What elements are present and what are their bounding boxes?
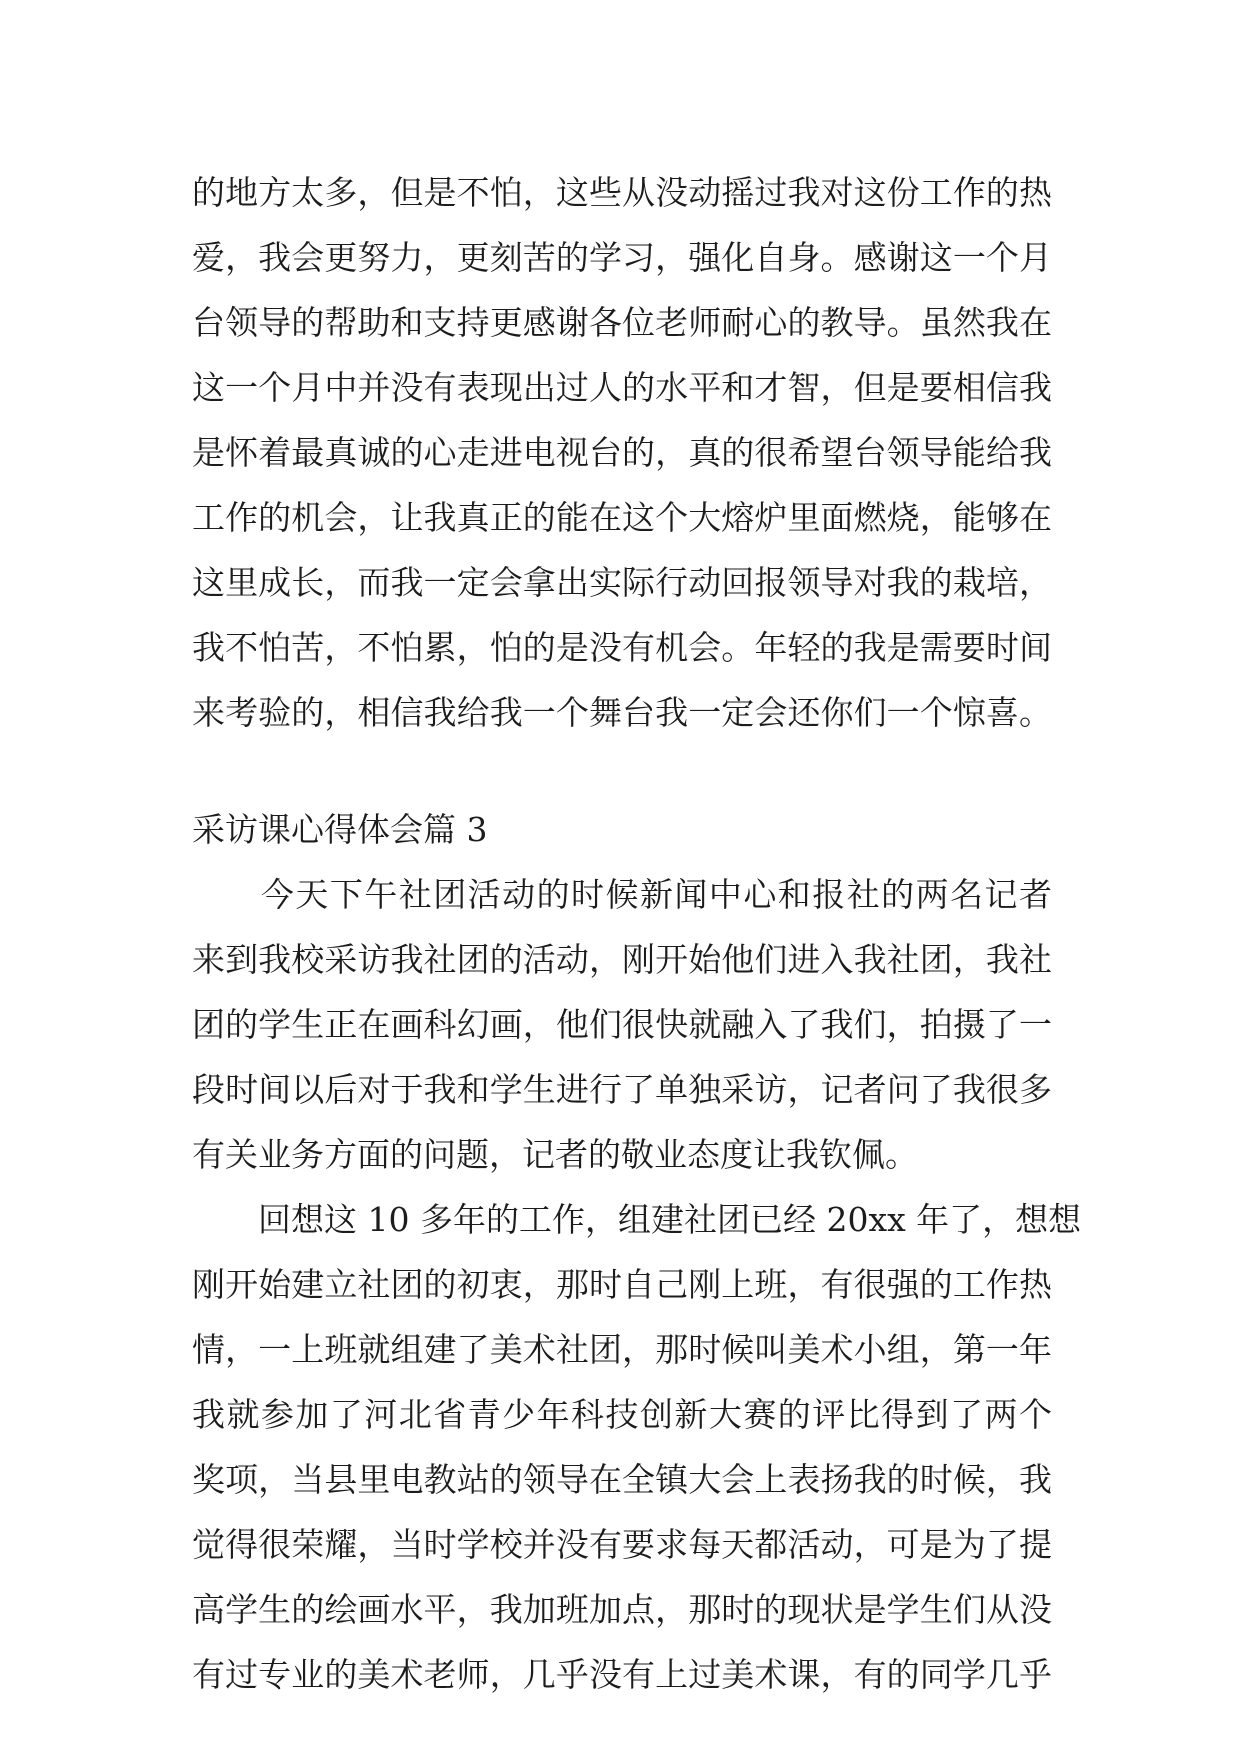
- text-line: 爱，我会更努力，更刻苦的学习，强化自身。感谢这一个月: [192, 238, 1052, 277]
- text-line: 团的学生正在画科幻画，他们很快就融入了我们，拍摄了一: [192, 1005, 1052, 1044]
- document-body: [192, 160, 1082, 1707]
- section-gap: [192, 745, 1052, 797]
- text-line: 是怀着最真诚的心走进电视台的，真的很希望台领导能给我: [192, 433, 1052, 472]
- text-line: 刚开始建立社团的初衷，那时自己刚上班，有很强的工作热: [192, 1265, 1052, 1304]
- text-line: 高学生的绘画水平，我加班加点，那时的现状是学生们从没: [192, 1590, 1052, 1629]
- section-heading: 采访课心得体会篇 3: [192, 810, 488, 849]
- text-line: 这一个月中并没有表现出过人的水平和才智，但是要相信我: [192, 368, 1052, 407]
- text-line: 有过专业的美术老师，几乎没有上过美术课，有的同学几乎: [192, 1655, 1052, 1694]
- paragraph-2: [192, 1187, 1082, 1707]
- text-line: 来考验的，相信我给我一个舞台我一定会还你们一个惊喜。: [192, 693, 1052, 732]
- text-line: 回想这 10 多年的工作，组建社团已经 20xx 年了，想想: [192, 1200, 1082, 1239]
- text-line: 我不怕苦，不怕累，怕的是没有机会。年轻的我是需要时间: [192, 628, 1052, 667]
- text-line: 来到我校采访我社团的活动，刚开始他们进入我社团，我社: [192, 940, 1052, 979]
- text-line: 工作的机会，让我真正的能在这个大熔炉里面燃烧，能够在: [192, 498, 1052, 537]
- text-line: 台领导的帮助和支持更感谢各位老师耐心的教导。虽然我在: [192, 303, 1052, 342]
- text-line: 今天下午社团活动的时候新闻中心和报社的两名记者: [192, 875, 1052, 914]
- paragraph-top: [192, 160, 1052, 745]
- text-line: 情，一上班就组建了美术社团，那时候叫美术小组，第一年: [192, 1330, 1052, 1369]
- text-line: 觉得很荣耀，当时学校并没有要求每天都活动，可是为了提: [192, 1525, 1052, 1564]
- text-line: 段时间以后对于我和学生进行了单独采访，记者问了我很多: [192, 1070, 1052, 1109]
- text-line: 这里成长，而我一定会拿出实际行动回报领导对我的栽培，: [192, 563, 1052, 602]
- text-line: 我就参加了河北省青少年科技创新大赛的评比得到了两个: [192, 1395, 1052, 1434]
- text-line: 有关业务方面的问题，记者的敬业态度让我钦佩。: [192, 1135, 918, 1174]
- paragraph-1: [192, 862, 1052, 1187]
- text-line: 的地方太多，但是不怕，这些从没动摇过我对这份工作的热: [192, 173, 1052, 212]
- text-line: 奖项，当县里电教站的领导在全镇大会上表扬我的时候，我: [192, 1460, 1052, 1499]
